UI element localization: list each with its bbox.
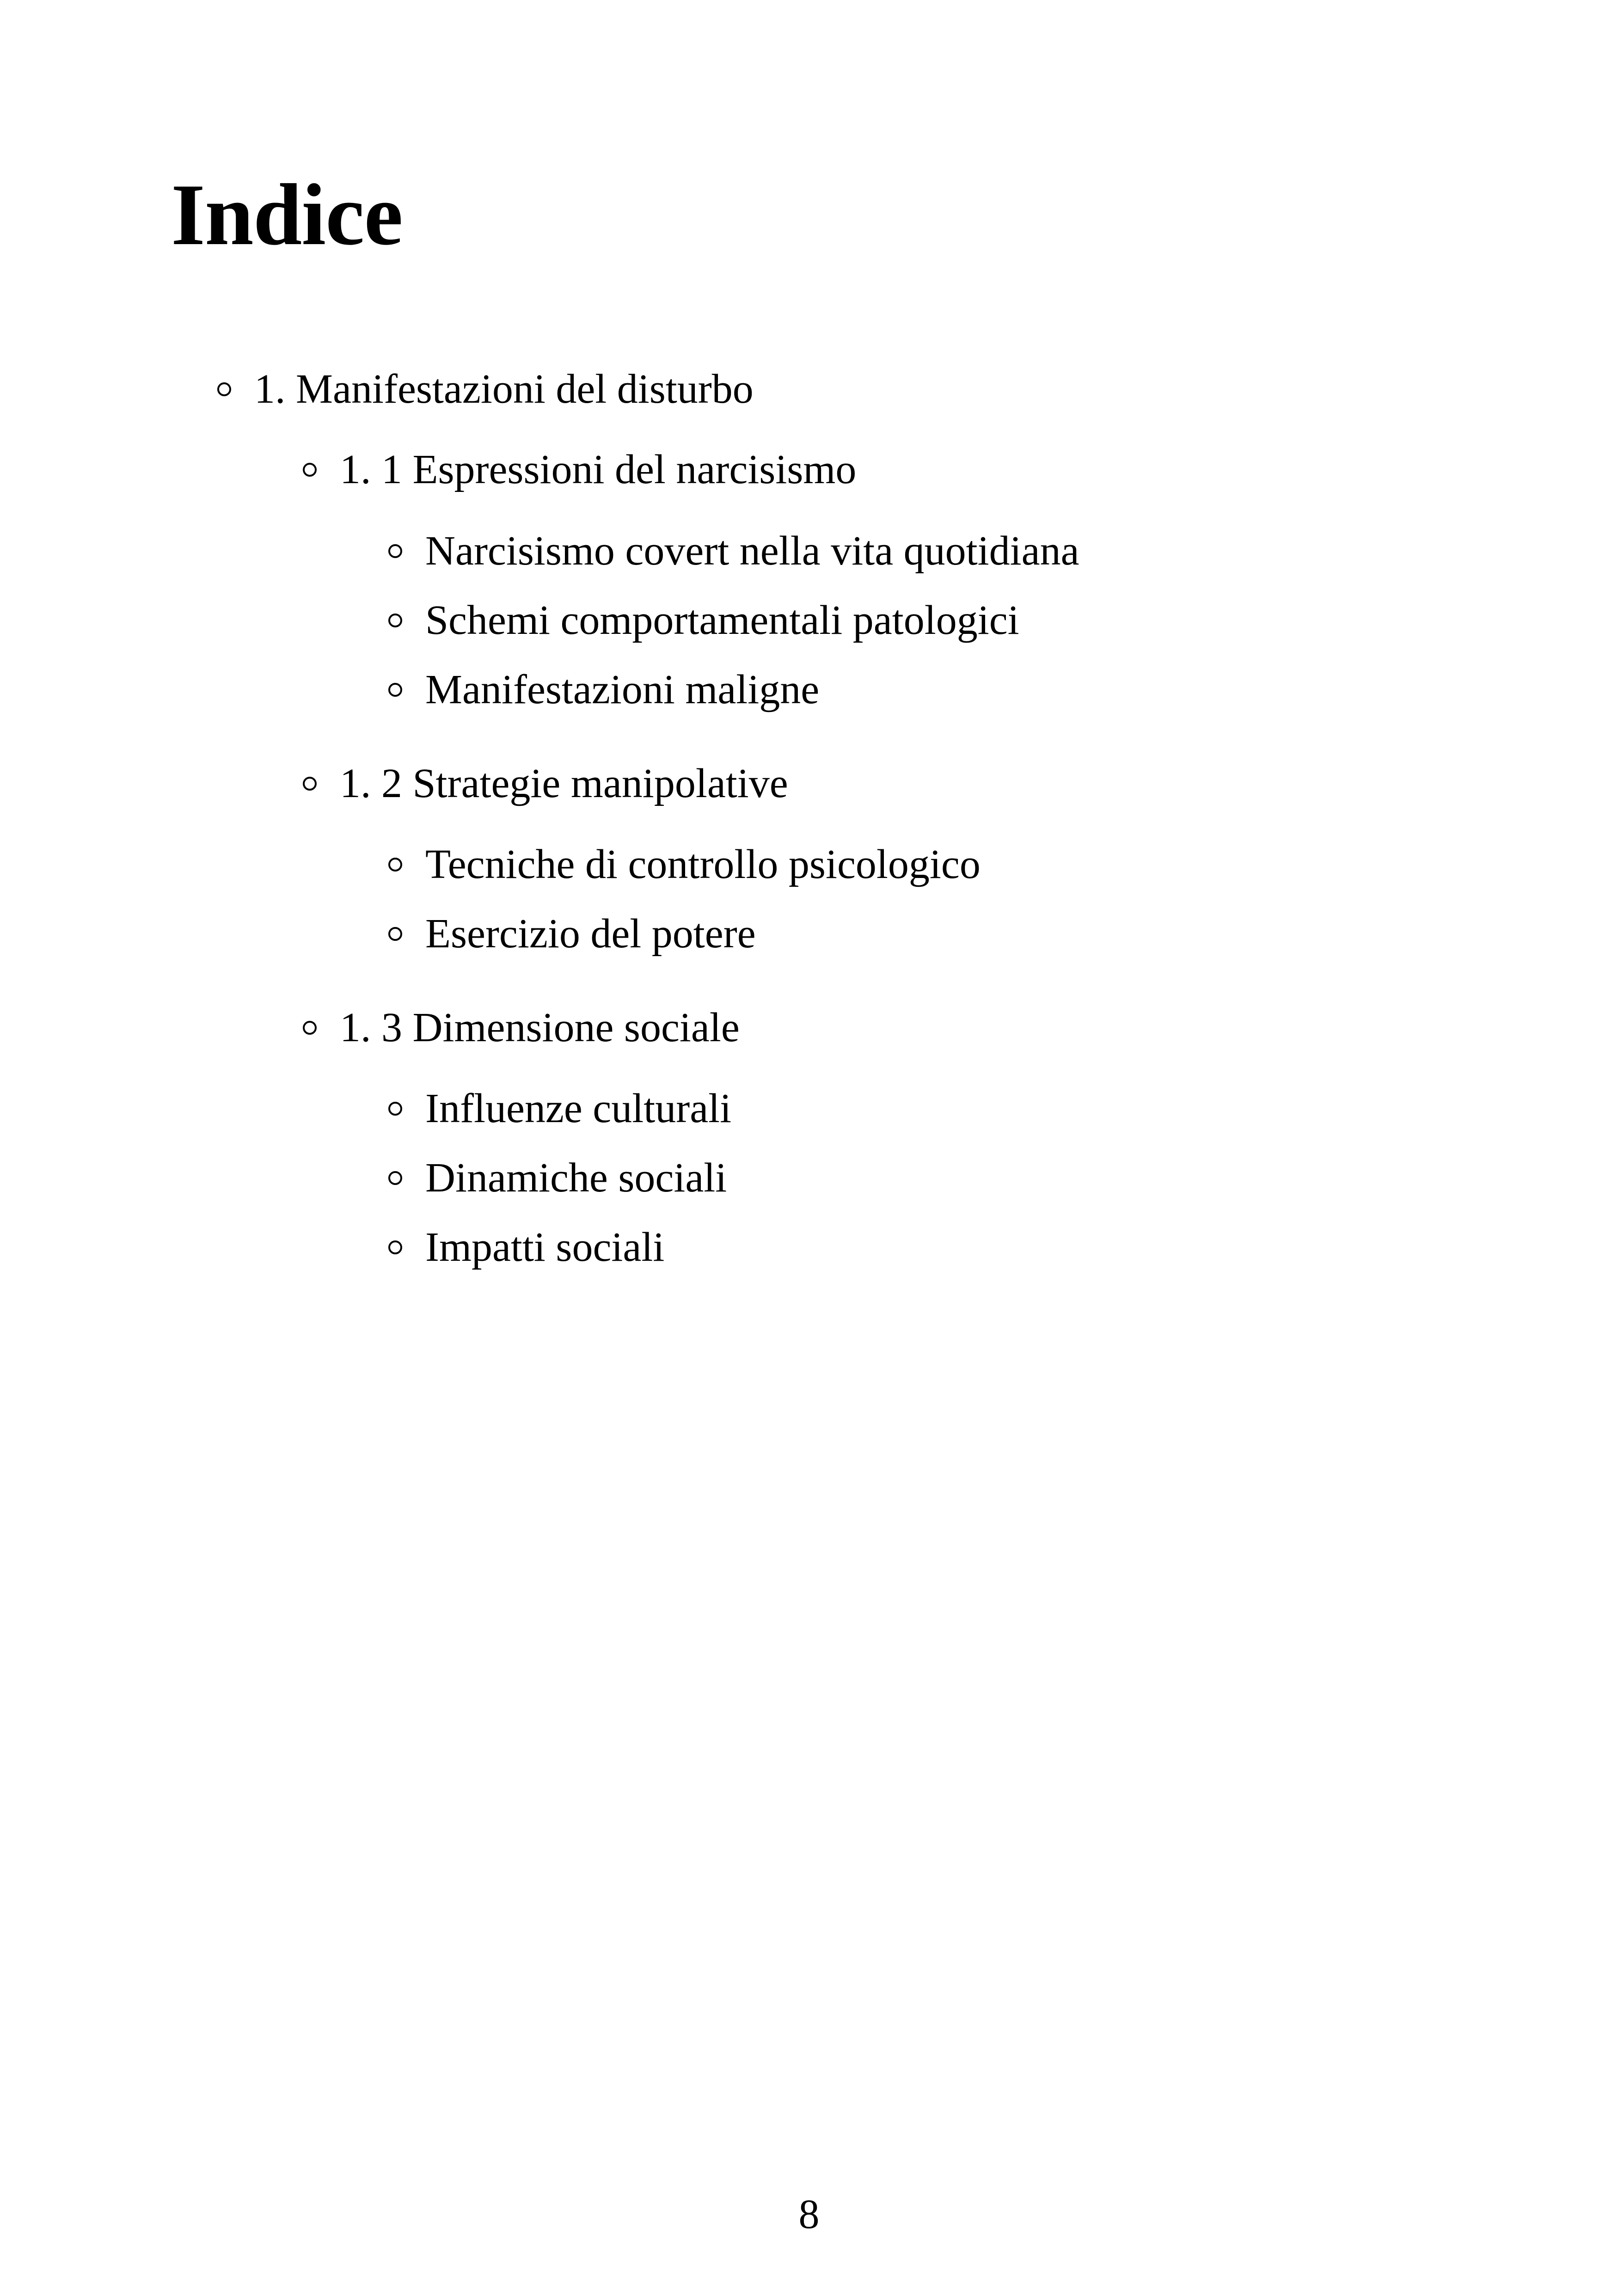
hollow-circle-bullet-icon — [388, 858, 402, 872]
toc-section-1-2[interactable] — [303, 763, 788, 804]
page-title: Indice — [171, 166, 403, 264]
hollow-circle-bullet-icon — [303, 1021, 317, 1035]
hollow-circle-bullet-icon — [388, 614, 402, 627]
toc-subsection-item[interactable] — [388, 597, 1019, 643]
toc-entry-label: Esercizio del potere — [425, 911, 756, 957]
toc-entry-label: Narcisismo covert nella vita quotidiana — [425, 528, 1079, 574]
page-number: 8 — [798, 2192, 820, 2237]
hollow-circle-bullet-icon — [388, 1171, 402, 1185]
toc-entry-label: Dinamiche sociali — [425, 1155, 727, 1201]
toc-section-1-1[interactable] — [303, 449, 856, 491]
hollow-circle-bullet-icon — [388, 1240, 402, 1254]
toc-subsection-item[interactable] — [388, 1224, 665, 1270]
hollow-circle-bullet-icon — [303, 777, 317, 791]
toc-entry-label: Impatti sociali — [425, 1224, 665, 1270]
toc-subsection-item[interactable] — [388, 1088, 731, 1130]
hollow-circle-bullet-icon — [217, 382, 231, 396]
toc-entry-label: Tecniche di controllo psicologico — [425, 841, 981, 887]
toc-subsection-item[interactable] — [388, 913, 756, 955]
hollow-circle-bullet-icon — [388, 927, 402, 941]
toc-chapter-1[interactable] — [217, 368, 754, 410]
toc-subsection-item[interactable] — [388, 841, 981, 887]
hollow-circle-bullet-icon — [388, 683, 402, 697]
toc-entry-label: 1. Manifestazioni del disturbo — [254, 366, 754, 412]
toc-entry-label: Influenze culturali — [425, 1086, 732, 1131]
hollow-circle-bullet-icon — [388, 544, 402, 558]
toc-subsection-item[interactable] — [388, 530, 1079, 572]
toc-entry-label: 1. 2 Strategie manipolative — [340, 761, 788, 806]
toc-entry-label: 1. 3 Dimensione sociale — [340, 1005, 740, 1050]
toc-subsection-item[interactable] — [388, 669, 819, 711]
toc-subsection-item[interactable] — [388, 1157, 727, 1199]
toc-entry-label: Schemi comportamentali patologici — [425, 597, 1019, 643]
hollow-circle-bullet-icon — [303, 463, 317, 477]
toc-entry-label: Manifestazioni maligne — [425, 667, 820, 712]
toc-section-1-3[interactable] — [303, 1007, 740, 1049]
toc-entry-label: 1. 1 Espressioni del narcisismo — [340, 447, 857, 492]
hollow-circle-bullet-icon — [388, 1102, 402, 1116]
